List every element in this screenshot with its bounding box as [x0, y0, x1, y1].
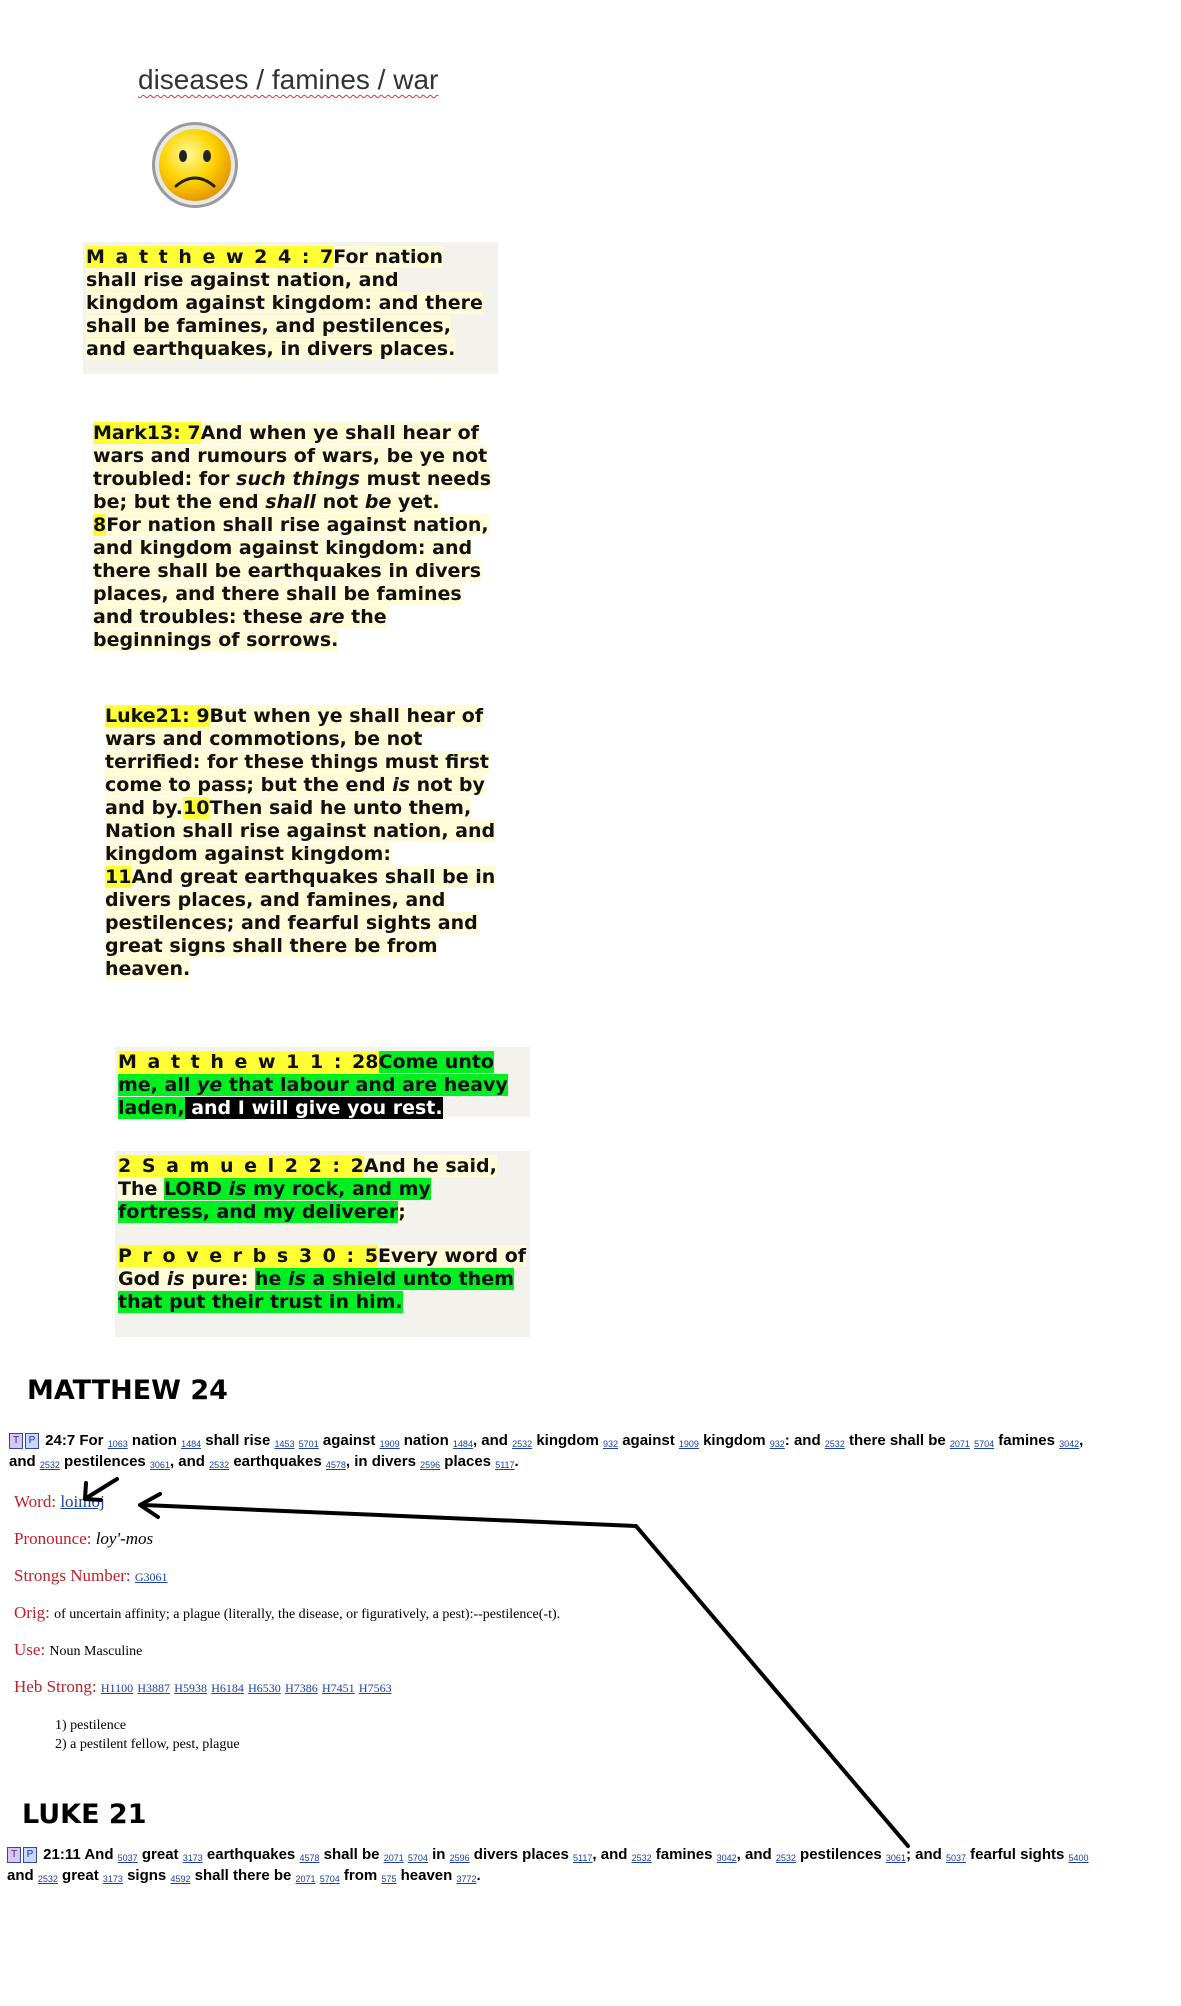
strongs-link[interactable]: 3061	[885, 1853, 906, 1863]
strongs-number-row: Strongs Number: G3061	[14, 1566, 168, 1585]
verse-text: For nation shall rise against nation, and kingdom against kingdom: and there shall be famines, and pestilences, and earthquakes, in divers places.	[86, 246, 483, 360]
heb-strong-link[interactable]: H6184	[211, 1681, 244, 1695]
heb-strong-link[interactable]: H1100	[100, 1681, 134, 1695]
heb-strong-link[interactable]: H6530	[248, 1681, 281, 1695]
strongs-link[interactable]: 575	[381, 1874, 397, 1884]
strongs-link[interactable]: 2532	[39, 1460, 60, 1470]
strongs-link[interactable]: 2596	[449, 1853, 470, 1863]
text-button[interactable]: T	[9, 1433, 23, 1449]
pronounce-row: Pronounce: loy'-mos	[14, 1529, 154, 1548]
verse-number: 11	[105, 866, 132, 888]
luke21-verse: Luke21: 9But when ye shall hear of wars and commotions, be not terrified: for these things must first come to pass; but the end is not by and by.10Then said he unto them, Nation shall rise against nation, and kingdom against kingdom: 11And great earthquakes shall be in divers places, and famines, and pestilences; and fearful sights and great signs shall there be from heaven.	[105, 705, 496, 980]
samuel22-verse: 2 S a m u e l 2 2 : 2And he said, The LORD is my rock, and my fortress, and my deliverer;	[118, 1155, 497, 1223]
strongs-link[interactable]: 3042	[716, 1853, 737, 1863]
heb-strong-link[interactable]: H7563	[358, 1681, 392, 1695]
strongs-link[interactable]: 932	[769, 1439, 785, 1449]
strongs-link[interactable]: 1909	[678, 1439, 699, 1449]
heb-strong-link[interactable]: H7451	[321, 1681, 355, 1695]
strongs-link[interactable]: 5117	[495, 1460, 515, 1470]
page-title: diseases / famines / war	[138, 64, 439, 95]
strongs-link[interactable]: 1909	[379, 1439, 400, 1449]
verse-number: 28	[352, 1051, 379, 1073]
matthew-strongs-line: T P 24:7 For $_{1063}$ nation $_{1484}$ shall rise $_{1453}$ $_{5701}$ against $_{1909}$ nation $_{1484}$, and $_{2532}$ kingdom $_{932}$ against $_{1909}$ kingdom $_{932}$: and $_{2532}$ there shall be $_{2071}$ $_{5704}$ famines $_{3042}$, and $_{2532}$ pestilences $_{3061}$, and $_{2532}$ earthquakes $_{4578}$, in divers $_{2596}$ places $_{5117}$.	[9, 1432, 1084, 1470]
verse-number: 7	[320, 246, 334, 268]
heb-strong-link[interactable]: H5938	[174, 1681, 207, 1695]
verse-reference: 2 S a m u e l 2 2 :	[118, 1155, 351, 1177]
strongs-link[interactable]: 4578	[325, 1460, 346, 1470]
heb-strong-link[interactable]: H3887	[137, 1681, 171, 1695]
strongs-link[interactable]: 932	[603, 1439, 619, 1449]
strongs-link[interactable]: 5704	[974, 1439, 995, 1449]
strongs-link[interactable]: 2532	[512, 1439, 533, 1449]
strongs-link[interactable]: 3042	[1059, 1439, 1080, 1449]
verse-number: 9	[196, 705, 210, 727]
parallel-button[interactable]: P	[23, 1847, 37, 1863]
strongs-link[interactable]: 2532	[631, 1853, 652, 1863]
strongs-link[interactable]: 5400	[1068, 1853, 1089, 1863]
verse-number: 2	[350, 1155, 364, 1177]
verse-number: 5	[364, 1245, 378, 1267]
verse-reference: P r o v e r b s 3 0 :	[118, 1245, 365, 1267]
strongs-link[interactable]: 2071	[949, 1439, 970, 1449]
word-link[interactable]: loimoj	[60, 1492, 105, 1511]
matthew11-verse: M a t t h e w 1 1 : 28Come unto me, all ye that labour and are heavy laden, and I will give you rest.	[118, 1051, 508, 1119]
verse-reference: M a t t h e w 1 1 :	[118, 1051, 353, 1073]
strongs-link[interactable]: 2532	[824, 1439, 845, 1449]
matthew-heading: MATTHEW 24	[27, 1375, 228, 1406]
strongs-link[interactable]: 2596	[420, 1460, 441, 1470]
strongs-link[interactable]: 5037	[945, 1853, 966, 1863]
strongs-link[interactable]: 3173	[182, 1853, 203, 1863]
strongs-link[interactable]: 2071	[383, 1853, 404, 1863]
strongs-link[interactable]: 1484	[452, 1439, 473, 1449]
pointer-arrow-small	[85, 1479, 117, 1500]
strongs-link[interactable]: 3772	[456, 1874, 477, 1884]
luke-heading: LUKE 21	[22, 1799, 147, 1830]
usage-item: 2) a pestilent fellow, pest, plague	[55, 1737, 240, 1752]
strongs-link[interactable]: 1453	[274, 1439, 295, 1449]
proverbs30-verse: P r o v e r b s 3 0 : 5Every word of God is pure: he is a shield unto them that put their trust in him.	[118, 1245, 527, 1313]
mark13-verse: Mark13: 7And when ye shall hear of wars and rumours of wars, be ye not troubled: for such things must needs be; but the end shall not be yet. 8For nation shall rise against nation, and kingdom against kingdom: and there shall be earthquakes in divers places, and there shall be famines and troubles: these are the beginnings of sorrows.	[93, 422, 492, 651]
parallel-button[interactable]: P	[25, 1433, 39, 1449]
usage-item: 1) pestilence	[55, 1718, 127, 1733]
strongs-link[interactable]: 4592	[170, 1874, 191, 1884]
heb-strong-link[interactable]: H7386	[285, 1681, 318, 1695]
strongs-link[interactable]: 5704	[407, 1853, 428, 1863]
verse-number: 10	[183, 797, 210, 819]
verse-reference: Mark13:	[93, 422, 188, 444]
word-row: Word: loimoj	[14, 1492, 105, 1511]
verse-number: 8	[93, 514, 107, 536]
strongs-link[interactable]: 4578	[299, 1853, 320, 1863]
strongs-link[interactable]: 5701	[298, 1439, 319, 1449]
verse-reference: Luke21:	[105, 705, 197, 727]
pointer-arrow-long	[140, 1494, 908, 1846]
strongs-link[interactable]: 3061	[149, 1460, 170, 1470]
strongs-link[interactable]: 2532	[775, 1853, 796, 1863]
verse-number: 7	[187, 422, 201, 444]
orig-row: Orig: of uncertain affinity; a plague (literally, the disease, or figuratively, a pest):--pestilence(-t).	[14, 1603, 561, 1622]
strongs-link[interactable]: 2532	[37, 1874, 58, 1884]
strongs-link[interactable]: 5117	[573, 1853, 593, 1863]
strongs-number-link[interactable]: G3061	[134, 1570, 168, 1584]
strongs-link[interactable]: 2532	[209, 1460, 230, 1470]
strongs-link[interactable]: 5037	[117, 1853, 138, 1863]
strongs-link[interactable]: 1484	[181, 1439, 202, 1449]
text-button[interactable]: T	[7, 1847, 21, 1863]
heb-strong-row: Heb Strong: H1100 H3887 H5938 H6184 H6530 H7386 H7451 H7563	[14, 1677, 392, 1696]
strongs-link[interactable]: 1063	[107, 1439, 128, 1449]
strongs-link[interactable]: 3173	[102, 1874, 123, 1884]
use-row: Use: Noun Masculine	[14, 1640, 143, 1659]
verse-reference: M a t t h e w 2 4 :	[86, 246, 321, 268]
strongs-link[interactable]: 5704	[319, 1874, 340, 1884]
strongs-link[interactable]: 2071	[295, 1874, 316, 1884]
luke-strongs-line: T P 21:11 And $_{5037}$ great $_{3173}$ earthquakes $_{4578}$ shall be $_{2071}$ $_{5704}$ in $_{2596}$ divers places $_{5117}$, and $_{2532}$ famines $_{3042}$, and $_{2532}$ pestilences $_{3061}$; and $_{5037}$ fearful sights $_{5400}$ and $_{2532}$ great $_{3173}$ signs $_{4592}$ shall there be $_{2071}$ $_{5704}$ from $_{575}$ heaven $_{3772}$.	[7, 1846, 1089, 1884]
